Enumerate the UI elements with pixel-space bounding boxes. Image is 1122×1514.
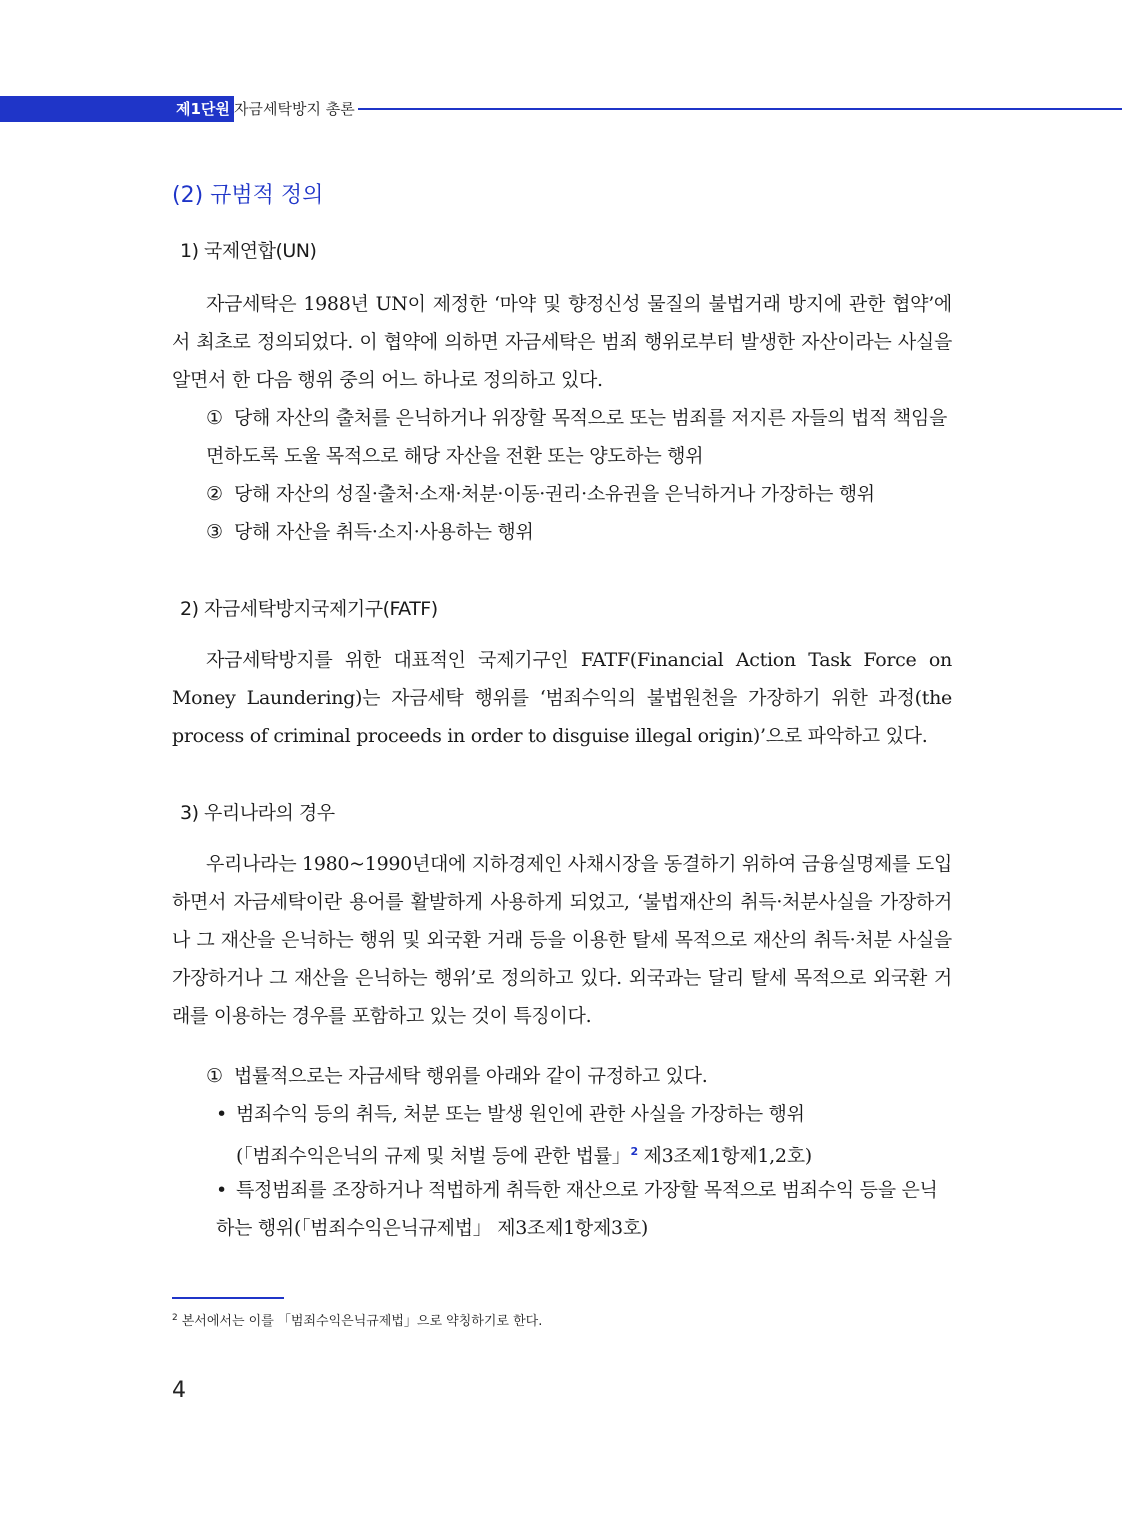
footnote-rule <box>172 1297 284 1299</box>
paragraph-un: 자금세탁은 1988년 UN이 제정한 ‘마약 및 향정신성 물질의 불법거래 방지에 관한 협약’에서 최초로 정의되었다. 이 협약에 의하면 자금세탁은 범죄 행위로부터 발생한 자산이라는 사실을 알면서 한 다음 행위 중의 어느 하나로 정의하고 있다. <box>172 293 952 391</box>
list-item <box>206 513 952 551</box>
paragraph-korea: 우리나라는 1980~1990년대에 지하경제인 사채시장을 동결하기 위하여 금융실명제를 도입하면서 자금세탁이란 용어를 활발하게 사용하게 되었고, ‘불법재산의 취득·처분사실을 가장하거나 그 재산을 은닉하는 행위 및 외국환 거래 등을 이용한 탈세 목적으로 재산의 취득·처분 사실을 가장하거나 그 재산을 은닉하는 행위’로 정의하고 있다. 외국과는 달리 탈세 목적으로 외국환 거래를 이용하는 경우를 포함하고 있는 것이 특징이다. <box>172 853 952 1027</box>
law-reference: (「범죄수익은닉의 규제 및 처벌 등에 관한 법률」 <box>236 1145 631 1167</box>
header-rule <box>358 108 1122 110</box>
page-header <box>0 96 1122 122</box>
bullet-dot: • <box>216 1179 227 1201</box>
header-title: 자금세탁방지 총론 <box>234 100 355 118</box>
bullet-text: 범죄수익 등의 취득, 처분 또는 발생 원인에 관한 사실을 가장하는 행위 <box>236 1103 805 1125</box>
page-number: 4 <box>172 1378 186 1403</box>
list-item <box>206 475 952 513</box>
footnote-marker[interactable]: 2 <box>630 1145 638 1158</box>
item-number: ② <box>206 483 223 505</box>
subsection-title-korea: 3) 우리나라의 경우 <box>180 802 335 824</box>
item-text: 법률적으로는 자금세탁 행위를 아래와 같이 규정하고 있다. <box>234 1065 708 1087</box>
bullet-text: 특정범죄를 조장하거나 적법하게 취득한 재산으로 가장할 목적으로 범죄수익 등을 은닉하는 행위(「범죄수익은닉규제법」 제3조제1항제3호) <box>216 1179 938 1239</box>
item-number: ① <box>206 1065 223 1087</box>
item-number: ① <box>206 407 223 429</box>
item-number: ③ <box>206 521 223 543</box>
bullet-item <box>216 1171 952 1247</box>
footnote <box>172 1310 542 1329</box>
bullet-reference <box>216 1133 952 1175</box>
paragraph-fatf: 자금세탁방지를 위한 대표적인 국제기구인 FATF(Financial Action Task Force on Money Laundering)는 자금세탁 행위를 ‘범죄수익의 불법원천을 가장하기 위한 과정(the process of criminal proceeds in order to disguise illegal origin)’으로 파악하고 있다. <box>172 649 952 747</box>
footnote-text: 본서에서는 이를 「범죄수익은닉규제법」으로 약칭하기로 한다. <box>181 1314 543 1329</box>
section-title: (2) 규범적 정의 <box>172 183 324 208</box>
bullet-item <box>216 1095 952 1175</box>
item-text: 당해 자산의 성질·출처·소재·처분·이동·권리·소유권을 은닉하거나 가장하는 행위 <box>234 483 875 505</box>
list-item <box>206 1057 952 1095</box>
subsection-title-fatf: 2) 자금세탁방지국제기구(FATF) <box>180 598 438 620</box>
law-article: 제3조제1항제1,2호) <box>637 1145 812 1167</box>
item-text: 당해 자산의 출처를 은닉하거나 위장할 목적으로 또는 범죄를 저지른 자들의 법적 책임을 면하도록 도울 목적으로 해당 자산을 전환 또는 양도하는 행위 <box>206 407 948 467</box>
list-item <box>206 399 952 475</box>
subsection-title-un: 1) 국제연합(UN) <box>180 240 317 262</box>
item-text: 당해 자산을 취득·소지·사용하는 행위 <box>234 521 534 543</box>
header-accent-bar <box>0 96 172 122</box>
footnote-number: 2 <box>172 1313 178 1323</box>
bullet-dot: • <box>216 1103 227 1125</box>
unit-label: 제1단원 <box>172 96 234 122</box>
